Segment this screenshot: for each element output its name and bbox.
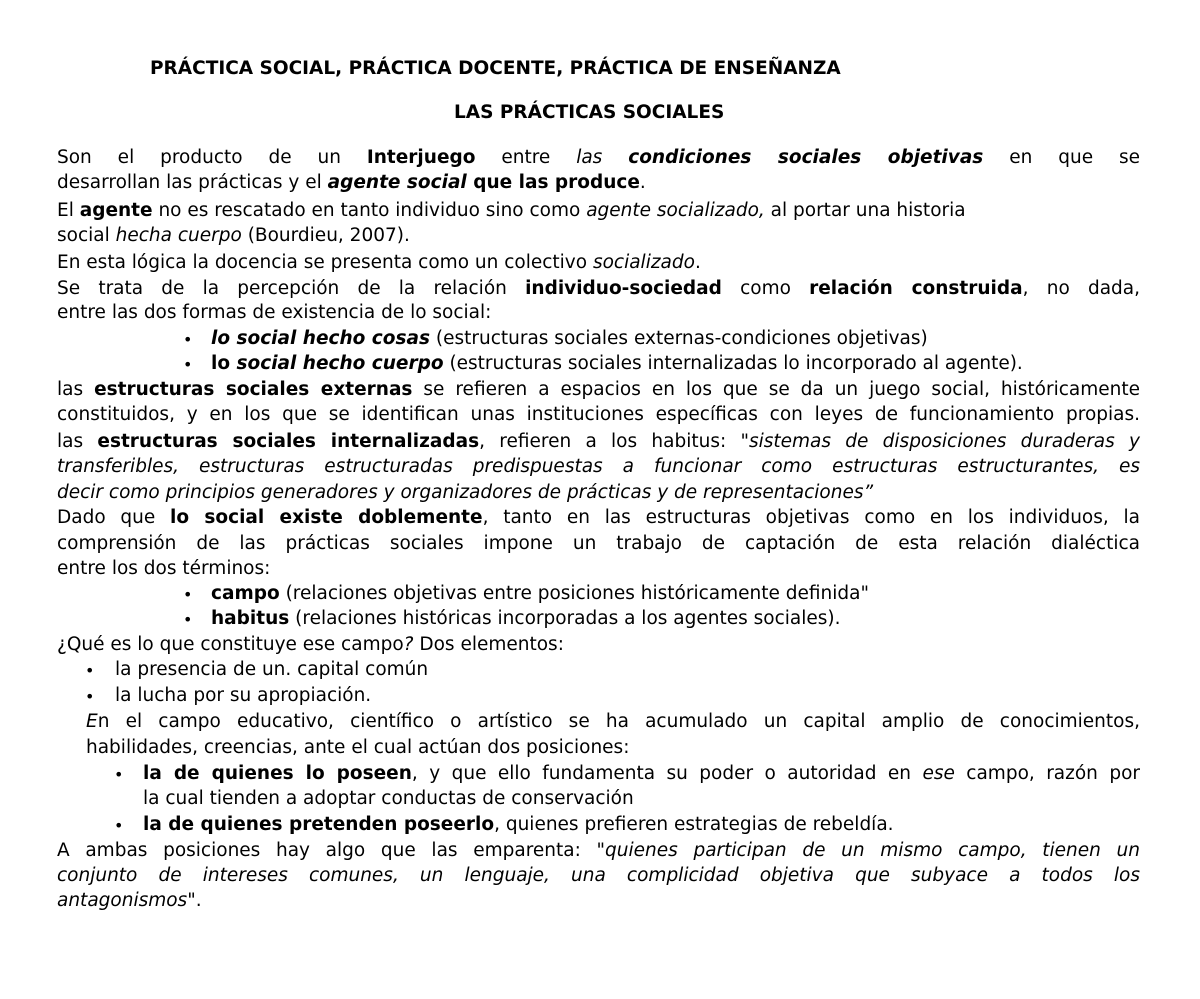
- paragraph-1-line-1: Son el producto de un Interjuego entre las condiciones sociales objetivas en que se: [57, 147, 1141, 168]
- list-item-social-hecho-cosas: lo social hecho cosas (estructuras sociales externas-condiciones objetivas): [211, 328, 928, 349]
- bullet-icon: •: [183, 355, 193, 374]
- list-item-social-hecho-cuerpo: lo social hecho cuerpo (estructuras sociales internalizadas lo incorporado al agente).: [211, 353, 1023, 374]
- list-item-quienes-poseen-line-1: la de quienes lo poseen, y que ello fundamenta su poder o autoridad en ese campo, razón por: [143, 763, 1140, 784]
- paragraph-9-line-1: En el campo educativo, científico o artístico se ha acumulado un capital amplio de conocimientos,: [86, 711, 1140, 732]
- paragraph-10-line-3: antagonismos".: [57, 890, 202, 911]
- paragraph-5-line-1: las estructuras sociales externas se refieren a espacios en los que se da un juego social, históricamente: [57, 379, 1141, 400]
- bullet-icon: •: [114, 765, 124, 784]
- list-item-quienes-pretenden: la de quienes pretenden poseerlo, quienes prefieren estrategias de rebeldía.: [143, 814, 894, 835]
- paragraph-7-line-1: Dado que lo social existe doblemente, tanto en las estructuras objetivas como en los individuos, la: [57, 507, 1140, 528]
- paragraph-8: ¿Qué es lo que constituye ese campo? Dos elementos:: [57, 634, 564, 655]
- paragraph-1-line-2: desarrollan las prácticas y el agente social que las produce.: [57, 172, 646, 193]
- bullet-icon: •: [183, 330, 193, 349]
- paragraph-4-line-2: entre las dos formas de existencia de lo social:: [57, 302, 492, 323]
- paragraph-6-line-1: las estructuras sociales internalizadas, refieren a los habitus: "sistemas de disposiciones duraderas y: [57, 431, 1140, 452]
- list-item-campo: campo (relaciones objetivas entre posiciones históricamente definida": [211, 583, 870, 604]
- paragraph-10-line-1: A ambas posiciones hay algo que las emparenta: "quienes participan de un mismo campo, tienen un: [57, 840, 1140, 861]
- paragraph-2-line-1: El agente no es rescatado en tanto individuo sino como agente socializado, al portar una historia: [57, 200, 966, 221]
- list-item-habitus: habitus (relaciones históricas incorporadas a los agentes sociales).: [211, 608, 841, 629]
- paragraph-6-line-3: decir como principios generadores y organizadores de prácticas y de representaciones”: [57, 482, 874, 503]
- paragraph-7-line-3: entre los dos términos:: [57, 558, 271, 579]
- paragraph-3: En esta lógica la docencia se presenta como un colectivo socializado.: [57, 252, 701, 273]
- bullet-icon: •: [114, 816, 124, 835]
- paragraph-5-line-2: constituidos, y en los que se identifican unas instituciones específicas con leyes de funcionamiento propias.: [57, 404, 1140, 425]
- section-heading: LAS PRÁCTICAS SOCIALES: [454, 102, 725, 123]
- list-item-quienes-poseen-line-2: la cual tienden a adoptar conductas de conservación: [143, 788, 634, 809]
- list-item-capital-comun: la presencia de un. capital común: [115, 659, 429, 680]
- paragraph-7-line-2: comprensión de las prácticas sociales impone un trabajo de captación de esta relación dialéctica: [57, 533, 1140, 554]
- paragraph-10-line-2: conjunto de intereses comunes, un lenguaje, una complicidad objetiva que subyace a todos los: [57, 865, 1140, 886]
- paragraph-6-line-2: transferibles, estructuras estructuradas predispuestas a funcionar como estructuras estructurantes, es: [57, 456, 1140, 477]
- bullet-icon: •: [85, 661, 95, 680]
- bullet-icon: •: [85, 687, 95, 706]
- paragraph-9-line-2: habilidades, creencias, ante el cual actúan dos posiciones:: [86, 737, 630, 758]
- paragraph-2-line-2: social hecha cuerpo (Bourdieu, 2007).: [57, 225, 410, 246]
- document-title: PRÁCTICA SOCIAL, PRÁCTICA DOCENTE, PRÁCTICA DE ENSEÑANZA: [150, 58, 841, 79]
- paragraph-4-line-1: Se trata de la percepción de la relación individuo-sociedad como relación construida, no dada,: [57, 278, 1140, 299]
- bullet-icon: •: [183, 585, 193, 604]
- bullet-icon: •: [183, 610, 193, 629]
- list-item-lucha: la lucha por su apropiación.: [115, 685, 372, 706]
